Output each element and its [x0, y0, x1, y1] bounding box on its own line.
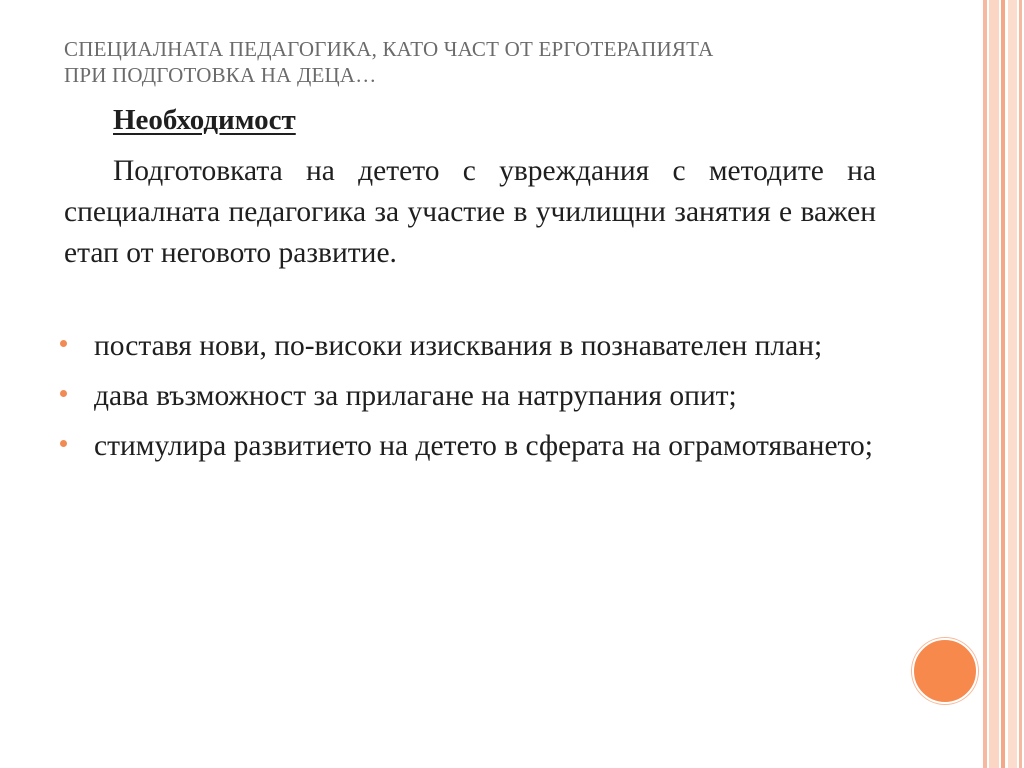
bullet-dot-icon	[60, 390, 67, 397]
list-item	[60, 376, 876, 417]
intro-paragraph: Подготовката на детето с увреждания с методите на специалната педагогика за участие в училищни занятия е важен етап от неговото развитие.	[64, 155, 876, 269]
slide-title-line-1: СПЕЦИАЛНАТА ПЕДАГОГИКА, КАТО ЧАСТ ОТ ЕРГОТЕРАПИЯТА	[64, 37, 714, 61]
section-heading: Необходимост	[113, 104, 296, 136]
bullet-text: поставя нови, по-високи изисквания в познавателен план;	[94, 330, 823, 362]
accent-circle-icon	[912, 638, 978, 704]
bullet-text: дава възможност за прилагане на натрупания опит;	[94, 380, 737, 412]
bullet-list	[60, 326, 876, 476]
bullet-dot-icon	[60, 340, 67, 347]
list-item	[60, 326, 876, 367]
decorative-stripes	[980, 0, 1024, 768]
slide-title	[64, 36, 884, 88]
bullet-dot-icon	[60, 440, 67, 447]
list-item	[60, 426, 876, 467]
slide-title-line-2: ПРИ ПОДГОТОВКА НА ДЕЦА…	[64, 63, 377, 87]
bullet-text: стимулира развитието на детето в сферата на ограмотяването;	[94, 430, 873, 462]
